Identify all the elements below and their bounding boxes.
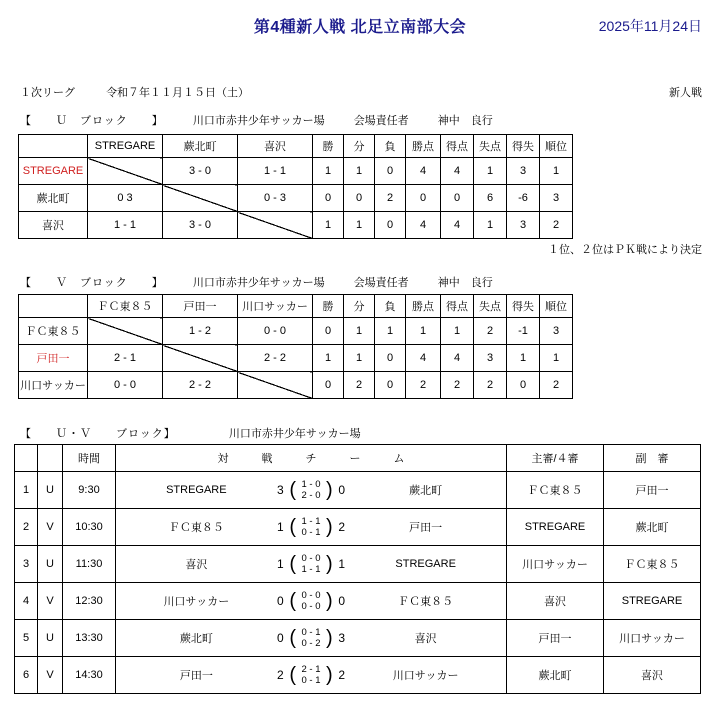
cell-gd: -1 xyxy=(507,318,540,345)
table-row xyxy=(19,372,573,399)
cell-score: 2 - 1 xyxy=(88,345,163,372)
col-win: 勝 xyxy=(313,295,344,318)
cell-loss: 0 xyxy=(375,212,406,239)
cell-self xyxy=(238,212,313,239)
home-team: 蕨北町 xyxy=(179,633,213,645)
cell-rank: 3 xyxy=(540,185,573,212)
period-1: 1 - 0 xyxy=(301,479,321,490)
col-referee: 主審/４審 xyxy=(507,445,604,472)
cell-draw: 0 xyxy=(344,185,375,212)
cell-score: 0 3 xyxy=(88,185,163,212)
cell-time: 14:30 xyxy=(63,657,116,694)
cell-score: 3 - 0 xyxy=(163,212,238,239)
col-blank xyxy=(19,295,88,318)
col-rank: 順位 xyxy=(540,135,573,158)
away-score: 0 xyxy=(338,594,346,608)
cell-matchup xyxy=(116,620,507,657)
home-team: 戸田一 xyxy=(179,670,213,682)
cell-block: U xyxy=(38,546,63,583)
cell-draw: 2 xyxy=(344,372,375,399)
bracket-close-icon: ) xyxy=(326,664,333,686)
col-draw: 分 xyxy=(344,295,375,318)
cell-time: 12:30 xyxy=(63,583,116,620)
cell-self xyxy=(163,345,238,372)
cell-block: V xyxy=(38,509,63,546)
bracket-open-icon: ( xyxy=(289,664,296,686)
cell-ga: 6 xyxy=(474,185,507,212)
col-gf: 得点 xyxy=(441,135,474,158)
table-row xyxy=(15,472,701,509)
cell-ga: 3 xyxy=(474,345,507,372)
cell-time: 11:30 xyxy=(63,546,116,583)
row-team-name: 川口サッカー xyxy=(19,372,88,399)
cell-points: 1 xyxy=(406,318,441,345)
cell-win: 0 xyxy=(313,372,344,399)
cell-ga: 1 xyxy=(474,158,507,185)
cell-gd: 1 xyxy=(507,345,540,372)
period-2: 2 - 0 xyxy=(301,490,321,501)
cell-ga: 2 xyxy=(474,372,507,399)
away-score: 2 xyxy=(338,520,346,534)
cell-loss: 0 xyxy=(375,345,406,372)
subheader-left xyxy=(20,84,249,100)
home-score: 2 xyxy=(276,668,284,682)
cell-block: V xyxy=(38,583,63,620)
cell-points: 0 xyxy=(406,185,441,212)
col-gf: 得点 xyxy=(441,295,474,318)
cell-matchup xyxy=(116,509,507,546)
cell-points: 4 xyxy=(406,158,441,185)
cell-rank: 1 xyxy=(540,158,573,185)
match-schedule-table xyxy=(14,444,701,694)
col-matchup: 対 戦 チ ー ム xyxy=(116,445,507,472)
cell-gf: 1 xyxy=(441,318,474,345)
period-2: 0 - 1 xyxy=(301,527,321,538)
cell-score: 1 - 2 xyxy=(163,318,238,345)
bracket-close-icon: ) xyxy=(326,590,333,612)
away-team: 蕨北町 xyxy=(409,485,443,497)
table-header-row xyxy=(19,295,573,318)
home-score: 3 xyxy=(276,483,284,497)
stage-date: 令和７年１１月１５日（土） xyxy=(106,87,250,99)
bracket-close-icon: ) xyxy=(326,553,333,575)
period-1: 0 - 0 xyxy=(301,590,321,601)
cell-win: 1 xyxy=(313,345,344,372)
cell-ga: 1 xyxy=(474,212,507,239)
row-team-name: 喜沢 xyxy=(19,212,88,239)
cell-loss: 0 xyxy=(375,372,406,399)
bracket-close-icon: ) xyxy=(326,627,333,649)
block-v-responsible-label: 会場責任者 xyxy=(353,277,409,289)
col-draw: 分 xyxy=(344,135,375,158)
period-scores xyxy=(298,590,324,612)
cell-time: 9:30 xyxy=(63,472,116,509)
block-u-heading xyxy=(20,112,493,128)
row-team-name: 戸田一 xyxy=(19,345,88,372)
col-win: 勝 xyxy=(313,135,344,158)
cell-gf: 2 xyxy=(441,372,474,399)
cell-ga: 2 xyxy=(474,318,507,345)
row-team-name: 蕨北町 xyxy=(19,185,88,212)
cell-time: 13:30 xyxy=(63,620,116,657)
cell-score: 1 - 1 xyxy=(88,212,163,239)
table-row xyxy=(15,657,701,694)
home-score: 1 xyxy=(276,520,284,534)
table-row xyxy=(15,620,701,657)
cell-assistant: 喜沢 xyxy=(604,657,701,694)
cell-time: 10:30 xyxy=(63,509,116,546)
away-team: 喜沢 xyxy=(414,633,437,645)
bracket-close-icon: ) xyxy=(326,479,333,501)
cell-gd: 3 xyxy=(507,212,540,239)
cell-score: 0 - 0 xyxy=(238,318,313,345)
block-u-venue: 川口市赤井少年サッカー場 xyxy=(192,115,325,127)
cell-self xyxy=(88,318,163,345)
table-row xyxy=(19,185,573,212)
stage-label: １次リーグ xyxy=(20,87,75,99)
col-team-2: 戸田一 xyxy=(163,295,238,318)
home-team: 川口サッカー xyxy=(163,596,230,608)
cell-assistant: ＦＣ東８５ xyxy=(604,546,701,583)
cell-referee: ＦＣ東８５ xyxy=(507,472,604,509)
period-scores xyxy=(298,516,324,538)
block-uv-label: 【 Ｕ・Ｖ ブロック】 xyxy=(20,428,176,440)
home-team: ＦＣ東８５ xyxy=(168,522,224,534)
period-2: 0 - 2 xyxy=(301,638,321,649)
cell-points: 4 xyxy=(406,212,441,239)
bracket-close-icon: ) xyxy=(326,516,333,538)
period-scores xyxy=(298,553,324,575)
cell-win: 0 xyxy=(313,318,344,345)
period-1: 0 - 1 xyxy=(301,627,321,638)
table-header-row xyxy=(19,135,573,158)
block-v-label: 【 Ｖ ブロック 】 xyxy=(20,277,164,289)
home-team: STREGARE xyxy=(166,484,227,496)
cell-assistant: 戸田一 xyxy=(604,472,701,509)
col-points: 勝点 xyxy=(406,135,441,158)
table-row xyxy=(19,345,573,372)
cell-draw: 1 xyxy=(344,212,375,239)
cell-referee: 喜沢 xyxy=(507,583,604,620)
subheader-right: 新人戦 xyxy=(669,87,702,99)
period-scores xyxy=(298,627,324,649)
cell-no: 1 xyxy=(15,472,38,509)
block-v-venue: 川口市赤井少年サッカー場 xyxy=(192,277,325,289)
row-team-name: ＦＣ東８５ xyxy=(19,318,88,345)
block-u-table xyxy=(18,134,573,239)
away-team: 戸田一 xyxy=(409,522,443,534)
cell-win: 0 xyxy=(313,185,344,212)
cell-block: V xyxy=(38,657,63,694)
cell-score: 2 - 2 xyxy=(238,345,313,372)
cell-points: 2 xyxy=(406,372,441,399)
cell-assistant: STREGARE xyxy=(604,583,701,620)
home-score: 0 xyxy=(276,594,284,608)
col-team-3: 川口サッカー xyxy=(238,295,313,318)
cell-no: 3 xyxy=(15,546,38,583)
away-score: 0 xyxy=(338,483,346,497)
away-score: 3 xyxy=(338,631,346,645)
block-u-responsible-label: 会場責任者 xyxy=(353,115,409,127)
col-points: 勝点 xyxy=(406,295,441,318)
table-header-row xyxy=(15,445,701,472)
col-loss: 負 xyxy=(375,295,406,318)
cell-self xyxy=(238,372,313,399)
row-team-name: STREGARE xyxy=(19,158,88,185)
col-blank xyxy=(19,135,88,158)
cell-no: 2 xyxy=(15,509,38,546)
cell-matchup xyxy=(116,472,507,509)
table-row xyxy=(15,583,701,620)
cell-matchup xyxy=(116,657,507,694)
bracket-open-icon: ( xyxy=(289,553,296,575)
cell-self xyxy=(163,185,238,212)
cell-block: U xyxy=(38,472,63,509)
cell-matchup xyxy=(116,546,507,583)
cell-gd: 3 xyxy=(507,158,540,185)
bracket-open-icon: ( xyxy=(289,516,296,538)
col-assistant: 副 審 xyxy=(604,445,701,472)
cell-draw: 1 xyxy=(344,158,375,185)
home-score: 0 xyxy=(276,631,284,645)
bracket-open-icon: ( xyxy=(289,479,296,501)
period-1: 1 - 1 xyxy=(301,516,321,527)
table-row xyxy=(19,158,573,185)
cell-no: 4 xyxy=(15,583,38,620)
cell-gd: 0 xyxy=(507,372,540,399)
cell-draw: 1 xyxy=(344,345,375,372)
cell-win: 1 xyxy=(313,212,344,239)
cell-block: U xyxy=(38,620,63,657)
cell-gd: -6 xyxy=(507,185,540,212)
table-row xyxy=(15,546,701,583)
cell-win: 1 xyxy=(313,158,344,185)
col-time: 時間 xyxy=(63,445,116,472)
period-2: 1 - 1 xyxy=(301,564,321,575)
cell-referee: 戸田一 xyxy=(507,620,604,657)
cell-gf: 0 xyxy=(441,185,474,212)
col-gd: 得失 xyxy=(507,295,540,318)
period-scores xyxy=(298,664,324,686)
cell-referee: 蕨北町 xyxy=(507,657,604,694)
cell-score: 0 - 3 xyxy=(238,185,313,212)
bracket-open-icon: ( xyxy=(289,627,296,649)
away-score: 1 xyxy=(338,557,346,571)
cell-assistant: 川口サッカー xyxy=(604,620,701,657)
col-gd: 得失 xyxy=(507,135,540,158)
away-team: STREGARE xyxy=(395,558,456,570)
col-ga: 失点 xyxy=(474,295,507,318)
col-ga: 失点 xyxy=(474,135,507,158)
cell-gf: 4 xyxy=(441,158,474,185)
col-team-1: STREGARE xyxy=(88,135,163,158)
table-row xyxy=(19,318,573,345)
cell-loss: 2 xyxy=(375,185,406,212)
block-v-responsible-name: 神中 良行 xyxy=(437,277,493,289)
period-2: 0 - 0 xyxy=(301,601,321,612)
cell-assistant: 蕨北町 xyxy=(604,509,701,546)
cell-rank: 2 xyxy=(540,372,573,399)
cell-score: 0 - 0 xyxy=(88,372,163,399)
cell-referee: STREGARE xyxy=(507,509,604,546)
cell-loss: 0 xyxy=(375,158,406,185)
period-scores xyxy=(298,479,324,501)
cell-referee: 川口サッカー xyxy=(507,546,604,583)
away-score: 2 xyxy=(338,668,346,682)
cell-points: 4 xyxy=(406,345,441,372)
cell-gf: 4 xyxy=(441,345,474,372)
cell-rank: 1 xyxy=(540,345,573,372)
col-team-1: ＦＣ東８５ xyxy=(88,295,163,318)
block-u-responsible-name: 神中 良行 xyxy=(437,115,493,127)
block-u-label: 【 Ｕ ブロック 】 xyxy=(20,115,164,127)
block-v-table xyxy=(18,294,573,399)
col-team-2: 蕨北町 xyxy=(163,135,238,158)
home-score: 1 xyxy=(276,557,284,571)
period-1: 2 - 1 xyxy=(301,664,321,675)
cell-draw: 1 xyxy=(344,318,375,345)
cell-no: 5 xyxy=(15,620,38,657)
cell-loss: 1 xyxy=(375,318,406,345)
cell-no: 6 xyxy=(15,657,38,694)
period-2: 0 - 1 xyxy=(301,675,321,686)
table-row xyxy=(15,509,701,546)
block-uv-venue: 川口市赤井少年サッカー場 xyxy=(228,428,361,440)
col-rank: 順位 xyxy=(540,295,573,318)
home-team: 喜沢 xyxy=(185,559,208,571)
block-v-heading xyxy=(20,274,493,290)
cell-matchup xyxy=(116,583,507,620)
col-team-3: 喜沢 xyxy=(238,135,313,158)
cell-gf: 4 xyxy=(441,212,474,239)
block-u-note: １位、２位はＰＫ戦により決定 xyxy=(548,244,702,256)
table-row xyxy=(19,212,573,239)
page-title: 第4種新人戦 北足立南部大会 xyxy=(253,19,467,36)
away-team: 川口サッカー xyxy=(392,670,459,682)
cell-score: 1 - 1 xyxy=(238,158,313,185)
period-1: 0 - 0 xyxy=(301,553,321,564)
cell-self xyxy=(88,158,163,185)
cell-score: 3 - 0 xyxy=(163,158,238,185)
bracket-open-icon: ( xyxy=(289,590,296,612)
away-team: ＦＣ東８５ xyxy=(398,596,454,608)
cell-score: 2 - 2 xyxy=(163,372,238,399)
header-date: 2025年11月24日 xyxy=(598,18,702,34)
cell-rank: 2 xyxy=(540,212,573,239)
col-block xyxy=(38,445,63,472)
block-uv-heading xyxy=(20,425,361,441)
col-no xyxy=(15,445,38,472)
cell-rank: 3 xyxy=(540,318,573,345)
col-loss: 負 xyxy=(375,135,406,158)
